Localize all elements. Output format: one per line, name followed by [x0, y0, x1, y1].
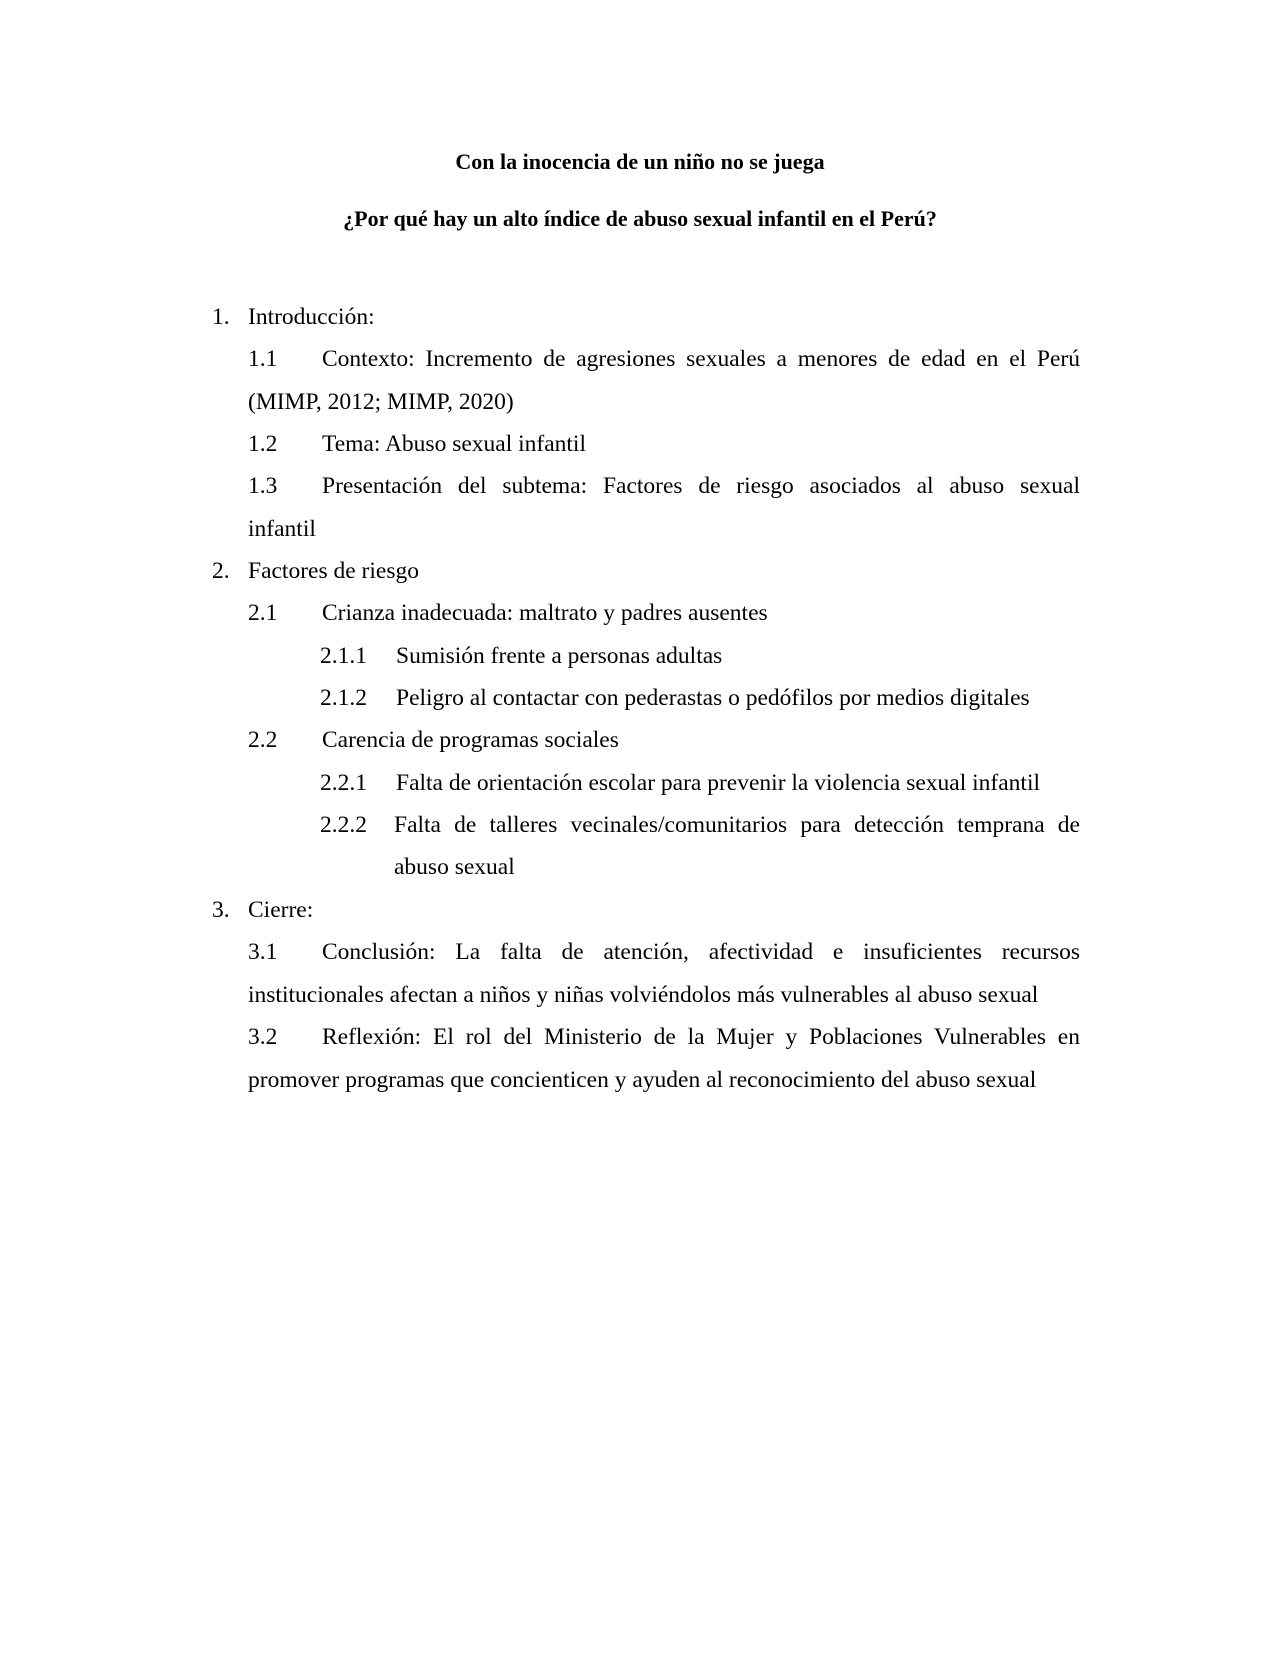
document-title: Con la inocencia de un niño no se juega	[455, 149, 825, 174]
section-heading: Introducción:	[248, 304, 375, 330]
item-number: 1.1	[248, 346, 278, 372]
item-text: Carencia de programas sociales	[322, 727, 619, 753]
item-text: Tema: Abuso sexual infantil	[322, 431, 586, 457]
document-subtitle: ¿Por qué hay un alto índice de abuso sexual infantil en el Perú?	[343, 206, 937, 231]
item-text-continuation: infantil	[248, 516, 316, 542]
item-text: Conclusión: La falta de atención, afectividad e insuficientes recursos	[322, 939, 1080, 965]
item-text: Falta de talleres vecinales/comunitarios para detección temprana de	[394, 812, 1080, 838]
section-heading: Factores de riesgo	[248, 558, 419, 584]
item-text-continuation: institucionales afectan a niños y niñas volviéndolos más vulnerables al abuso sexual	[248, 982, 1039, 1008]
item-number: 2.1.2	[320, 685, 367, 711]
item-number: 2.2	[248, 727, 278, 753]
item-text: Peligro al contactar con pederastas o pedófilos por medios digitales	[396, 685, 1030, 711]
section-number: 2.	[212, 558, 230, 584]
item-text-continuation: (MIMP, 2012; MIMP, 2020)	[248, 389, 514, 415]
item-text: Reflexión: El rol del Ministerio de la Mujer y Poblaciones Vulnerables en	[322, 1024, 1080, 1050]
item-text: Sumisión frente a personas adultas	[396, 643, 723, 669]
item-text-continuation: promover programas que concienticen y ayuden al reconocimiento del abuso sexual	[248, 1067, 1037, 1093]
item-number: 2.1.1	[320, 643, 367, 669]
section-heading: Cierre:	[248, 897, 314, 923]
item-number: 2.1	[248, 600, 278, 626]
item-text: Presentación del subtema: Factores de riesgo asociados al abuso sexual	[322, 473, 1080, 499]
item-text: Crianza inadecuada: maltrato y padres ausentes	[322, 600, 768, 626]
item-number: 3.2	[248, 1024, 278, 1050]
item-text: Contexto: Incremento de agresiones sexuales a menores de edad en el Perú	[322, 346, 1080, 372]
section-number: 3.	[212, 897, 230, 923]
item-number: 3.1	[248, 939, 278, 965]
item-text: Falta de orientación escolar para prevenir la violencia sexual infantil	[396, 770, 1041, 796]
section-number: 1.	[212, 304, 230, 330]
item-number: 2.2.1	[320, 770, 367, 796]
item-number: 1.2	[248, 431, 278, 457]
item-text-continuation: abuso sexual	[394, 854, 515, 880]
item-number: 1.3	[248, 473, 278, 499]
item-number: 2.2.2	[320, 812, 367, 838]
